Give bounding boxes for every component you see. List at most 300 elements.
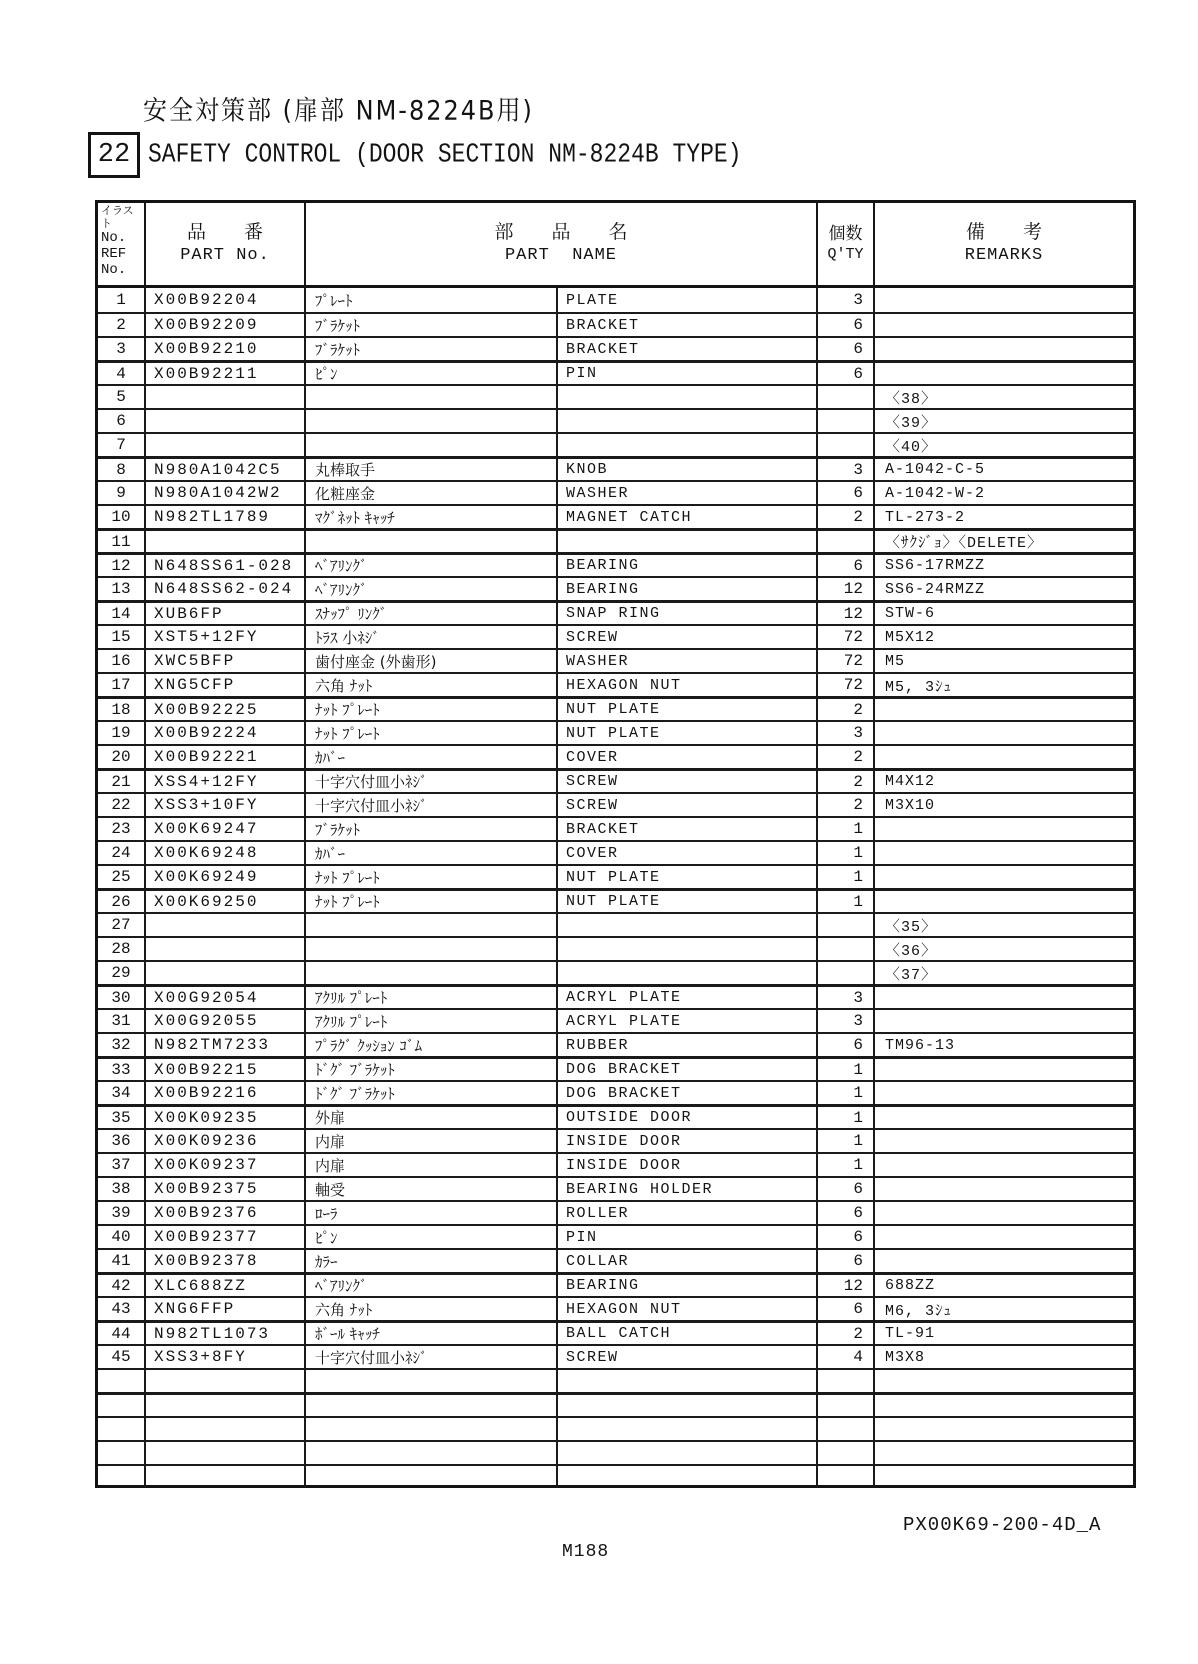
cell-remarks (875, 842, 1133, 864)
cell-part_no: X00B92215 (146, 1059, 306, 1080)
page-title-japanese: 安全対策部 (扉部 NM-8224B用) (143, 94, 534, 127)
cell-ref (98, 1466, 146, 1488)
cell-qty: 12 (818, 1275, 875, 1296)
cell-qty: 4 (818, 1346, 875, 1368)
cell-name_jp: 十字穴付皿小ﾈｼﾞ (306, 794, 558, 816)
cell-part_no (146, 1418, 306, 1440)
table-row (98, 1056, 1133, 1080)
cell-remarks (875, 1130, 1133, 1152)
cell-remarks (875, 1395, 1133, 1416)
cell-name_jp: ﾅｯﾄ ﾌﾟﾚｰﾄ (306, 699, 558, 720)
cell-ref: 41 (98, 1250, 146, 1272)
cell-name_jp (306, 1395, 558, 1416)
table-row (98, 984, 1133, 1008)
cell-qty: 1 (818, 1130, 875, 1152)
cell-ref: 14 (98, 603, 146, 624)
cell-part_no: X00G92054 (146, 987, 306, 1008)
cell-name_jp: 歯付座金 (外歯形) (306, 650, 558, 672)
table-row (98, 1392, 1133, 1416)
cell-qty: 2 (818, 746, 875, 768)
table-row (98, 888, 1133, 912)
cell-qty: 6 (818, 363, 875, 384)
cell-qty: 1 (818, 1059, 875, 1080)
cell-qty: 2 (818, 1323, 875, 1344)
cell-part_no: N980A1042W2 (146, 482, 306, 504)
cell-remarks: SS6-24RMZZ (885, 580, 986, 598)
cell-qty: 6 (818, 1250, 875, 1272)
cell-name_jp: ﾍﾞｱﾘﾝｸﾞ (306, 578, 558, 600)
table-row (98, 1272, 1133, 1296)
section-title: SAFETY CONTROL (DOOR SECTION NM-8224B TYPE) (148, 139, 742, 170)
cell-part_no: N648SS61-028 (146, 555, 306, 576)
cell-ref: 36 (98, 1130, 146, 1152)
cell-ref: 17 (98, 674, 146, 696)
cell-remarks (875, 1178, 1133, 1200)
cell-part_no: XSS4+12FY (146, 771, 306, 792)
table-row (98, 960, 1133, 984)
header-ref-no (98, 203, 146, 285)
cell-part_no: X00B92209 (146, 314, 306, 336)
cell-ref: 21 (98, 771, 146, 792)
cell-name_en: OUTSIDE DOOR (558, 1107, 818, 1128)
cell-name_jp: 六角 ﾅｯﾄ (306, 674, 558, 696)
cell-name_en: NUT PLATE (558, 866, 818, 888)
table-row (98, 1224, 1133, 1248)
cell-name_en (558, 531, 818, 552)
table-row (98, 384, 1133, 408)
header-qty: 個数 Q'TY (818, 203, 875, 285)
cell-remarks: M5X12 (885, 628, 936, 646)
header-part-no: 品 番 PART No. (146, 203, 306, 285)
cell-name_jp (306, 386, 558, 408)
cell-remarks (875, 1418, 1133, 1440)
cell-ref: 10 (98, 506, 146, 528)
cell-name_jp: ｶﾊﾞｰ (306, 746, 558, 768)
cell-qty: 2 (818, 771, 875, 792)
cell-part_no (146, 531, 306, 552)
cell-name_en: INSIDE DOOR (558, 1154, 818, 1176)
cell-name_jp (306, 1442, 558, 1464)
table-row (98, 624, 1133, 648)
table-row (98, 720, 1133, 744)
cell-name_en: NUT PLATE (558, 722, 818, 744)
cell-qty (818, 1370, 875, 1392)
table-body (98, 288, 1133, 1488)
table-row (98, 1104, 1133, 1128)
cell-name_jp: ﾛｰﾗ (306, 1202, 558, 1224)
cell-remarks (875, 891, 1133, 912)
cell-name_en: BEARING (558, 1275, 818, 1296)
cell-name_en (558, 962, 818, 984)
cell-part_no: X00K69249 (146, 866, 306, 888)
cell-remarks (875, 866, 1133, 888)
cell-name_jp: ﾋﾟﾝ (306, 363, 558, 384)
cell-qty (818, 1418, 875, 1440)
table-row (98, 360, 1133, 384)
cell-ref: 44 (98, 1323, 146, 1344)
cell-name_en: PIN (558, 363, 818, 384)
cell-qty (818, 1395, 875, 1416)
cell-qty: 1 (818, 1107, 875, 1128)
table-row (98, 408, 1133, 432)
table-row (98, 864, 1133, 888)
cell-name_jp (306, 434, 558, 456)
cell-part_no: X00G92055 (146, 1010, 306, 1032)
cell-ref: 15 (98, 626, 146, 648)
cell-ref: 13 (98, 578, 146, 600)
cell-remarks: A-1042-C-5 (885, 461, 986, 478)
cell-name_jp: 六角 ﾅｯﾄ (306, 1298, 558, 1320)
cell-remarks (875, 1154, 1133, 1176)
cell-part_no (146, 914, 306, 936)
cell-part_no: X00B92225 (146, 699, 306, 720)
table-row (98, 744, 1133, 768)
cell-part_no: XNG5CFP (146, 674, 306, 696)
table-row (98, 840, 1133, 864)
cell-name_en: COVER (558, 746, 818, 768)
cell-name_en: MAGNET CATCH (558, 506, 818, 528)
cell-part_no: X00B92204 (146, 288, 306, 312)
cell-part_no: X00B92376 (146, 1202, 306, 1224)
cell-ref: 40 (98, 1226, 146, 1248)
cell-remarks: 〈36〉 (885, 942, 938, 960)
cell-ref: 9 (98, 482, 146, 504)
cell-qty: 1 (818, 866, 875, 888)
table-row (98, 288, 1133, 312)
cell-name_en: COLLAR (558, 1250, 818, 1272)
cell-remarks: M3X8 (885, 1348, 926, 1366)
cell-qty (818, 410, 875, 432)
table-row (98, 1464, 1133, 1488)
cell-qty: 2 (818, 794, 875, 816)
cell-name_jp: 外扉 (306, 1107, 558, 1128)
table-row (98, 1296, 1133, 1320)
cell-name_jp (306, 938, 558, 960)
cell-part_no: X00B92375 (146, 1178, 306, 1200)
cell-remarks: M4X12 (885, 773, 936, 790)
cell-ref: 6 (98, 410, 146, 432)
cell-part_no: XST5+12FY (146, 626, 306, 648)
cell-part_no (146, 410, 306, 432)
cell-name_en: RUBBER (558, 1034, 818, 1056)
cell-part_no (146, 962, 306, 984)
cell-qty: 1 (818, 1154, 875, 1176)
cell-part_no: N982TL1789 (146, 506, 306, 528)
cell-ref: 34 (98, 1082, 146, 1104)
cell-remarks: 〈40〉 (885, 438, 938, 456)
cell-part_no: X00B92210 (146, 338, 306, 360)
cell-name_en: INSIDE DOOR (558, 1130, 818, 1152)
cell-name_jp: ﾋﾟﾝ (306, 1226, 558, 1248)
cell-name_jp: 化粧座金 (306, 482, 558, 504)
cell-ref: 8 (98, 459, 146, 480)
cell-remarks: M3X10 (885, 796, 936, 814)
cell-name_jp: ﾍﾞｱﾘﾝｸﾞ (306, 1275, 558, 1296)
cell-name_jp (306, 1466, 558, 1488)
cell-name_jp: ﾅｯﾄ ﾌﾟﾚｰﾄ (306, 866, 558, 888)
cell-qty (818, 1442, 875, 1464)
cell-part_no: XSS3+8FY (146, 1346, 306, 1368)
cell-part_no: X00K09237 (146, 1154, 306, 1176)
cell-name_jp (306, 1370, 558, 1392)
cell-remarks: 〈35〉 (885, 918, 938, 936)
cell-remarks: M6, 3ｼｭ (885, 1302, 953, 1320)
cell-remarks (875, 1010, 1133, 1032)
section-number-box: 22 (88, 132, 140, 178)
cell-name_jp: ﾌﾟﾗｸﾞ ｸｯｼｮﾝ ｺﾞﾑ (306, 1034, 558, 1056)
table-row (98, 1152, 1133, 1176)
cell-ref: 35 (98, 1107, 146, 1128)
cell-remarks: TL-273-2 (885, 508, 966, 526)
cell-ref: 23 (98, 818, 146, 840)
cell-part_no (146, 1395, 306, 1416)
cell-name_en: BRACKET (558, 314, 818, 336)
cell-name_en (558, 1466, 818, 1488)
cell-part_no: XWC5BFP (146, 650, 306, 672)
cell-part_no: X00B92221 (146, 746, 306, 768)
cell-remarks: STW-6 (885, 605, 936, 622)
cell-name_jp: ﾌﾞﾗｹｯﾄ (306, 338, 558, 360)
cell-name_jp: ﾄﾞｸﾞ ﾌﾞﾗｹｯﾄ (306, 1059, 558, 1080)
cell-qty: 1 (818, 842, 875, 864)
cell-name_en: WASHER (558, 482, 818, 504)
cell-remarks: 〈37〉 (885, 966, 938, 984)
table-row (98, 600, 1133, 624)
cell-remarks (875, 1202, 1133, 1224)
cell-name_en (558, 1442, 818, 1464)
cell-name_en: PLATE (558, 288, 818, 312)
table-row (98, 1128, 1133, 1152)
cell-part_no: X00B92224 (146, 722, 306, 744)
cell-remarks (875, 1442, 1133, 1464)
cell-part_no (146, 1370, 306, 1392)
cell-qty: 3 (818, 722, 875, 744)
table-row (98, 1080, 1133, 1104)
cell-qty: 3 (818, 1010, 875, 1032)
cell-ref: 38 (98, 1178, 146, 1200)
cell-ref: 2 (98, 314, 146, 336)
table-row (98, 1368, 1133, 1392)
header-part-name: 部 品 名 PART NAME (306, 203, 818, 285)
cell-name_en: BEARING (558, 578, 818, 600)
cell-name_en: WASHER (558, 650, 818, 672)
cell-name_jp: ｱｸﾘﾙ ﾌﾟﾚｰﾄ (306, 1010, 558, 1032)
cell-ref: 11 (98, 531, 146, 552)
cell-name_jp (306, 914, 558, 936)
cell-part_no: XUB6FP (146, 603, 306, 624)
cell-name_en: ACRYL PLATE (558, 987, 818, 1008)
cell-qty: 72 (818, 674, 875, 696)
table-header (98, 203, 1133, 288)
cell-name_en (558, 1395, 818, 1416)
cell-ref: 1 (98, 288, 146, 312)
cell-name_jp: ｶﾊﾞｰ (306, 842, 558, 864)
cell-part_no (146, 386, 306, 408)
cell-qty (818, 531, 875, 552)
table-row (98, 936, 1133, 960)
cell-remarks: M5, 3ｼｭ (885, 678, 953, 696)
table-row (98, 1344, 1133, 1368)
table-row (98, 696, 1133, 720)
cell-ref: 43 (98, 1298, 146, 1320)
cell-ref: 4 (98, 363, 146, 384)
cell-remarks: 〈ｻｸｼﾞｮ〉〈DELETE〉 (885, 535, 1044, 552)
cell-qty (818, 434, 875, 456)
cell-name_en (558, 1370, 818, 1392)
cell-remarks (875, 1466, 1133, 1488)
cell-name_jp: ﾎﾞｰﾙ ｷｬｯﾁ (306, 1323, 558, 1344)
cell-name_jp: 十字穴付皿小ﾈｼﾞ (306, 1346, 558, 1368)
cell-qty: 3 (818, 987, 875, 1008)
table-row (98, 1176, 1133, 1200)
cell-name_en (558, 410, 818, 432)
cell-name_jp: ﾌﾞﾗｹｯﾄ (306, 818, 558, 840)
cell-qty: 6 (818, 1226, 875, 1248)
cell-name_en: SCREW (558, 626, 818, 648)
table-row (98, 672, 1133, 696)
table-row (98, 456, 1133, 480)
cell-name_jp: ﾌﾟﾚｰﾄ (306, 288, 558, 312)
cell-remarks (875, 1250, 1133, 1272)
table-row (98, 552, 1133, 576)
cell-ref (98, 1395, 146, 1416)
cell-name_en: DOG BRACKET (558, 1082, 818, 1104)
table-row (98, 912, 1133, 936)
cell-remarks (875, 338, 1133, 360)
cell-remarks: TL-91 (885, 1325, 936, 1342)
cell-ref (98, 1418, 146, 1440)
cell-ref: 28 (98, 938, 146, 960)
parts-table (95, 200, 1136, 1488)
cell-remarks (875, 314, 1133, 336)
cell-qty: 1 (818, 891, 875, 912)
table-row (98, 1416, 1133, 1440)
cell-part_no: X00B92216 (146, 1082, 306, 1104)
cell-part_no: X00B92378 (146, 1250, 306, 1272)
cell-part_no: X00K09236 (146, 1130, 306, 1152)
cell-name_jp (306, 1418, 558, 1440)
cell-name_jp: ﾏｸﾞﾈｯﾄ ｷｬｯﾁ (306, 506, 558, 528)
cell-part_no: XSS3+10FY (146, 794, 306, 816)
cell-part_no: XLC688ZZ (146, 1275, 306, 1296)
cell-name_jp: 丸棒取手 (306, 459, 558, 480)
cell-part_no: X00K69250 (146, 891, 306, 912)
cell-name_jp: 内扉 (306, 1154, 558, 1176)
cell-qty: 6 (818, 314, 875, 336)
cell-ref: 3 (98, 338, 146, 360)
cell-qty: 6 (818, 1178, 875, 1200)
cell-qty: 6 (818, 1298, 875, 1320)
cell-remarks (875, 363, 1133, 384)
cell-ref (98, 1442, 146, 1464)
cell-name_en: SCREW (558, 1346, 818, 1368)
table-row (98, 1032, 1133, 1056)
cell-qty: 12 (818, 603, 875, 624)
table-row (98, 792, 1133, 816)
cell-part_no: XNG6FFP (146, 1298, 306, 1320)
cell-ref: 39 (98, 1202, 146, 1224)
header-ref-line: REF (101, 246, 127, 263)
table-row (98, 1440, 1133, 1464)
cell-remarks: 〈39〉 (885, 414, 938, 432)
cell-remarks (875, 722, 1133, 744)
cell-ref: 30 (98, 987, 146, 1008)
cell-qty (818, 1466, 875, 1488)
cell-ref: 24 (98, 842, 146, 864)
cell-ref: 22 (98, 794, 146, 816)
cell-ref: 19 (98, 722, 146, 744)
cell-name_en: SCREW (558, 794, 818, 816)
cell-ref: 26 (98, 891, 146, 912)
header-remarks: 備 考 REMARKS (964, 221, 1044, 265)
cell-remarks (875, 1370, 1133, 1392)
cell-name_jp: 軸受 (306, 1178, 558, 1200)
cell-name_jp: ﾅｯﾄ ﾌﾟﾚｰﾄ (306, 722, 558, 744)
cell-name_jp: 内扉 (306, 1130, 558, 1152)
cell-remarks (875, 1226, 1133, 1248)
header-ref-no-line: No. (101, 230, 127, 247)
cell-name_en (558, 434, 818, 456)
cell-remarks (875, 699, 1133, 720)
cell-ref: 12 (98, 555, 146, 576)
cell-remarks (875, 1059, 1133, 1080)
cell-part_no (146, 1442, 306, 1464)
header-ref-no-line2: No. (101, 262, 127, 279)
cell-name_jp (306, 962, 558, 984)
table-row (98, 336, 1133, 360)
table-row (98, 576, 1133, 600)
cell-part_no: X00B92377 (146, 1226, 306, 1248)
cell-name_jp (306, 531, 558, 552)
cell-qty: 72 (818, 626, 875, 648)
cell-name_en: NUT PLATE (558, 891, 818, 912)
cell-remarks (875, 1107, 1133, 1128)
cell-name_jp: ｱｸﾘﾙ ﾌﾟﾚｰﾄ (306, 987, 558, 1008)
cell-ref: 16 (98, 650, 146, 672)
table-row (98, 1248, 1133, 1272)
cell-remarks (875, 1082, 1133, 1104)
cell-remarks: 〈38〉 (885, 390, 938, 408)
cell-part_no: X00K69247 (146, 818, 306, 840)
cell-part_no (146, 1466, 306, 1488)
cell-name_en: PIN (558, 1226, 818, 1248)
table-row (98, 480, 1133, 504)
cell-remarks (875, 987, 1133, 1008)
cell-qty (818, 386, 875, 408)
cell-qty: 1 (818, 1082, 875, 1104)
cell-part_no: X00K09235 (146, 1107, 306, 1128)
cell-part_no: X00B92211 (146, 363, 306, 384)
cell-name_jp: ﾄﾞｸﾞ ﾌﾞﾗｹｯﾄ (306, 1082, 558, 1104)
cell-ref: 45 (98, 1346, 146, 1368)
table-row (98, 432, 1133, 456)
cell-qty: 6 (818, 482, 875, 504)
cell-name_jp: ﾌﾞﾗｹｯﾄ (306, 314, 558, 336)
table-row (98, 1008, 1133, 1032)
cell-name_en: BALL CATCH (558, 1323, 818, 1344)
cell-name_en (558, 938, 818, 960)
cell-qty: 6 (818, 338, 875, 360)
cell-qty: 6 (818, 1034, 875, 1056)
cell-remarks: SS6-17RMZZ (885, 557, 986, 574)
header-ref-jp: イラスト (101, 204, 134, 230)
document-number: PX00K69-200-4D_A (903, 1514, 1102, 1536)
cell-ref: 42 (98, 1275, 146, 1296)
cell-part_no: N980A1042C5 (146, 459, 306, 480)
cell-name_en: NUT PLATE (558, 699, 818, 720)
cell-ref: 5 (98, 386, 146, 408)
cell-qty (818, 962, 875, 984)
